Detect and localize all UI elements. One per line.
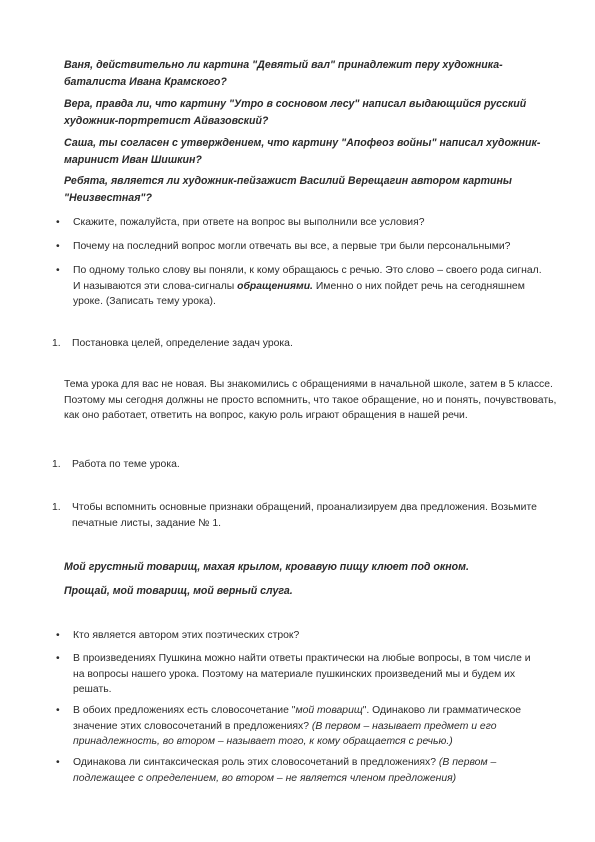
bullet-icon: • [56, 630, 60, 641]
text-run: Именно о них пойдет речь на сегодняшнем уроке. (Записать тему урока). [73, 280, 525, 308]
list-item-text: Скажите, пожалуйста, при ответе на вопрос вы выполнили все условия? [73, 217, 425, 228]
bullet-icon: • [56, 653, 60, 664]
item-text: Чтобы вспомнить основные признаки обращений, проанализируем два предложения. Возьмите печатные листы, задание № 1. [72, 502, 537, 529]
item-number: 1. [52, 338, 61, 349]
text-run: Одинакова ли синтаксическая роль этих словосочетаний в предложениях? [73, 757, 439, 768]
item-text: Работа по теме урока. [72, 459, 180, 470]
list-item-text: В произведениях Пушкина можно найти ответы практически на любые вопросы, в том числе и на вопросы нашего урока. Поэтому на материале пушкинских произведений мы и будем их решать. [73, 653, 531, 696]
list-item-text [73, 263, 543, 310]
example-sentence-2: Прощай, мой товарищ, мой верный слуга. [64, 585, 293, 597]
list-item-text [73, 755, 543, 786]
bullet-icon: • [56, 705, 60, 716]
phrase-moy-tovarishch: мой товарищ [295, 705, 363, 716]
term-obrashcheniya: обращениями. [237, 280, 313, 292]
bullet-icon: • [56, 265, 60, 276]
text-run: По одному только слову вы поняли, к кому обращаюсь с речью. Это слово – своего рода сигнал. И называются эти слова-сигналы [73, 265, 542, 292]
question-3: Саша, ты согласен с утверждением, что картину "Апофеоз войны" написал художник-маринист Иван Шишкин? [64, 137, 541, 166]
bullet-icon: • [56, 217, 60, 228]
bullet-icon: • [56, 241, 60, 252]
bullet-icon: • [56, 757, 60, 768]
list-item-text: Почему на последний вопрос могли отвечать вы все, а первые три были персональными? [73, 241, 511, 252]
intro-paragraph: Тема урока для вас не новая. Вы знакомились с обращениями в начальной школе, затем в 5 классе. Поэтому мы сегодня должны не просто вспомнить, что такое обращение, но и понять, почувствовать, как оно работает, ответить на вопрос, какую роль играют обращения в нашей речи. [64, 379, 557, 422]
item-number: 1. [52, 502, 61, 513]
item-text: Постановка целей, определение задач урока. [72, 338, 293, 349]
text-run: В обоих предложениях есть словосочетание " [73, 705, 296, 716]
text-run: ". Одинаково ли грамматическое значение этих словосочетаний в предложениях? [73, 705, 522, 732]
list-item-text [73, 703, 543, 750]
list-item-text: Кто является автором этих поэтических строк? [73, 630, 300, 641]
question-2: Вера, правда ли, что картину "Утро в сосновом лесу" написал выдающийся русский художник-портретист Айвазовский? [64, 98, 527, 127]
answer-text: (В первом – подлежащее с определением, во втором – не является членом предложения) [73, 757, 497, 784]
question-4: Ребята, является ли художник-пейзажист Василий Верещагин автором картины "Неизвестная"? [64, 175, 512, 204]
question-1: Ваня, действительно ли картина "Девятый вал" принадлежит перу художника-баталиста Ивана Крамского? [64, 59, 503, 88]
item-number: 1. [52, 459, 61, 470]
example-sentence-1: Мой грустный товарищ, махая крылом, кровавую пищу клюет под окном. [64, 561, 469, 573]
answer-text: (В первом – называет предмет и его принадлежность, во втором – называет того, к кому обращается с речью.) [73, 720, 497, 748]
